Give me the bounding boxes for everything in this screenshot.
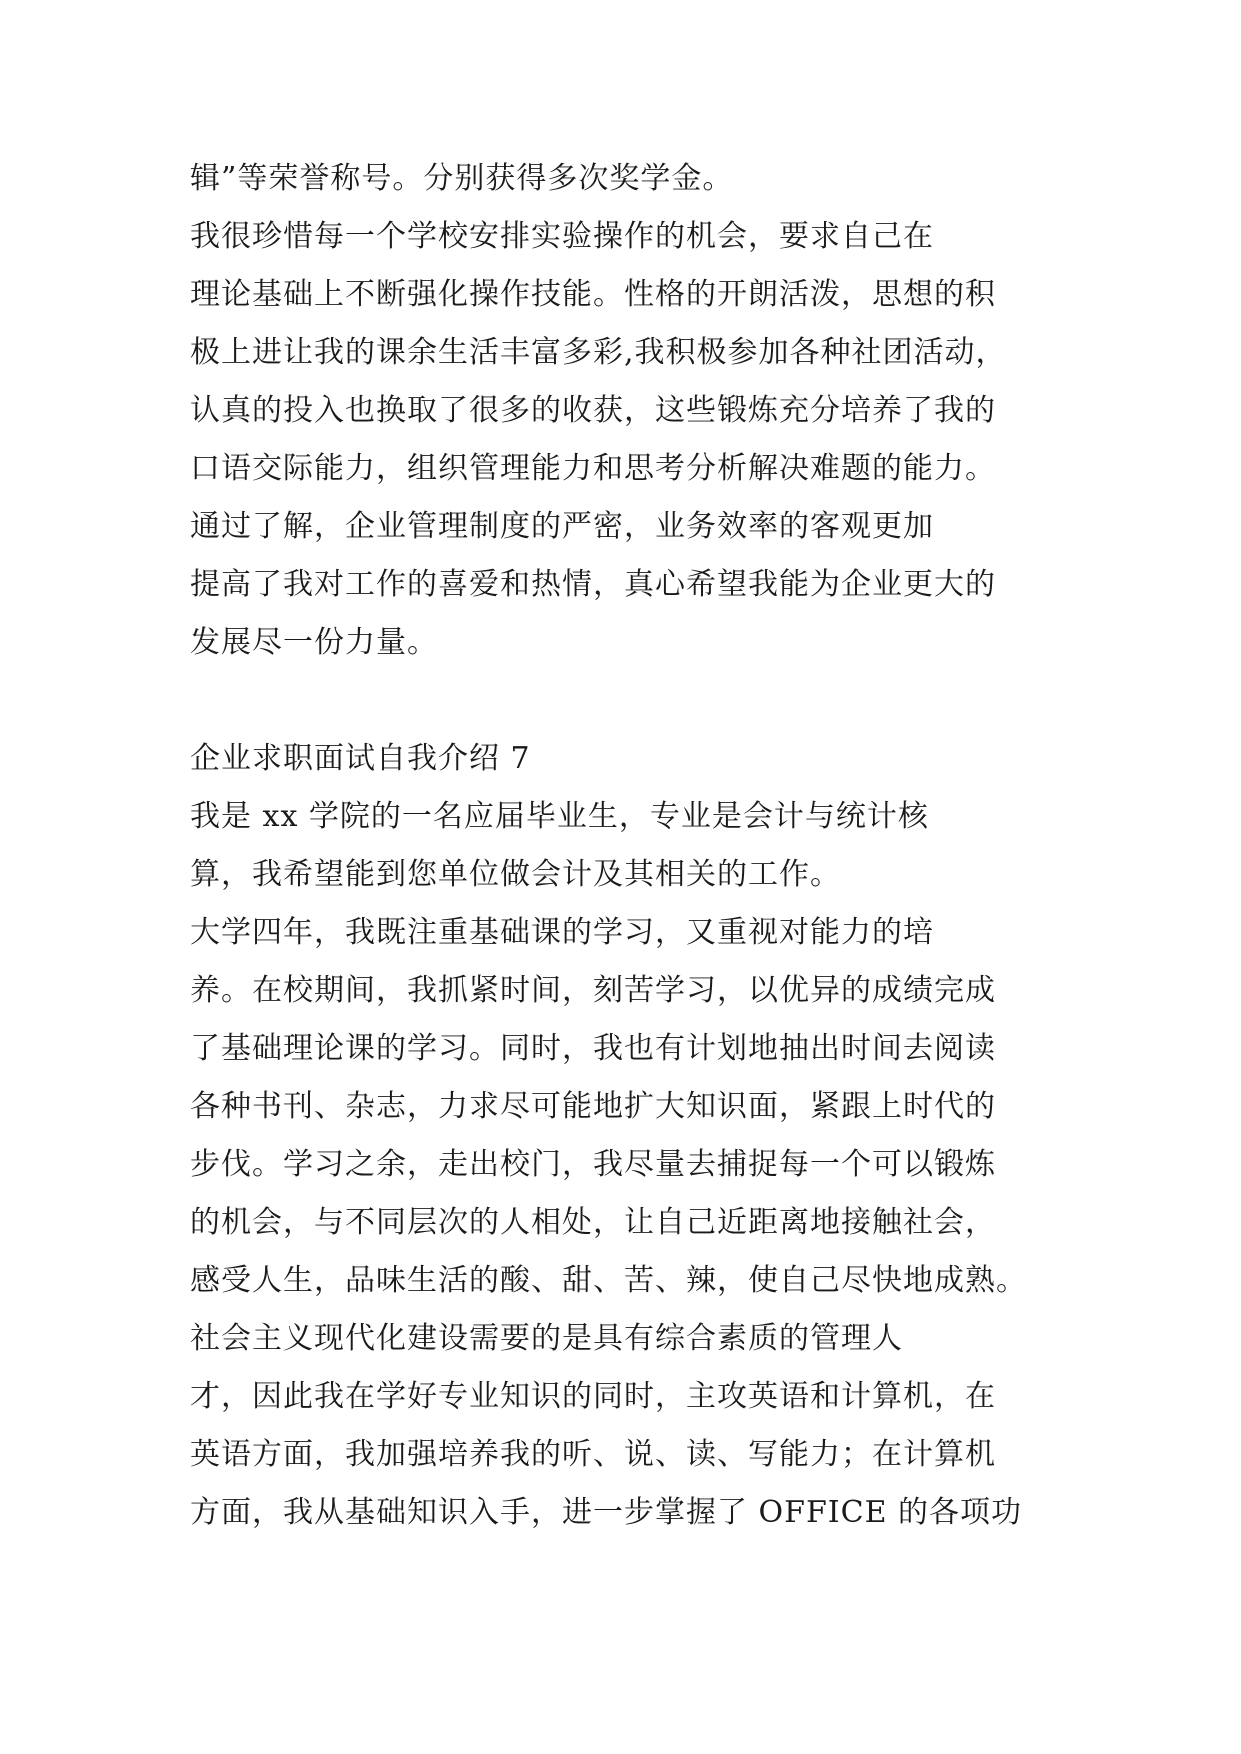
text-line: 我很珍惜每一个学校安排实验操作的机会，要求自己在 [190,219,934,254]
text-line: 方面，我从基础知识入手，进一步掌握了 OFFICE 的各项功 [190,1495,1023,1530]
text-line: 我是 xx 学院的一名应届毕业生，专业是会计与统计核 [190,799,929,834]
text-line: 提高了我对工作的喜爱和热情，真心希望我能为企业更大的 [190,567,996,602]
text-line: 理论基础上不断强化操作技能。性格的开朗活泼，思想的积 [190,277,996,312]
text-line: 养。在校期间，我抓紧时间，刻苦学习，以优异的成绩完成 [190,973,996,1008]
text-line: 算，我希望能到您单位做会计及其相关的工作。 [190,857,841,892]
text-line: 极上进让我的课余生活丰富多彩,我积极参加各种社团活动， [190,335,1007,370]
text-line: 社会主义现代化建设需要的是具有综合素质的管理人 [190,1321,903,1356]
text-line: 才，因此我在学好专业知识的同时，主攻英语和计算机，在 [190,1379,996,1414]
text-line: 发展尽一份力量。 [190,625,438,660]
text-line: 感受人生，品味生活的酸、甜、苦、辣，使自己尽快地成熟。 [190,1263,1027,1298]
section-body [190,788,1070,1542]
text-line: 辑”等荣誉称号。分别获得多次奖学金。 [190,161,734,196]
text-line: 认真的投入也换取了很多的收获，这些锻炼充分培养了我的 [190,393,996,428]
text-line: 步伐。学习之余，走出校门，我尽量去捕捉每一个可以锻炼 [190,1147,996,1182]
text-line: 的机会，与不同层次的人相处，让自己近距离地接触社会， [190,1205,996,1240]
text-line: 了基础理论课的学习。同时，我也有计划地抽出时间去阅读 [190,1031,996,1066]
text-line: 英语方面，我加强培养我的听、说、读、写能力；在计算机 [190,1437,996,1472]
text-line: 口语交际能力，组织管理能力和思考分析解决难题的能力。 [190,451,996,486]
text-line: 通过了解，企业管理制度的严密，业务效率的客观更加 [190,509,934,544]
text-line: 各种书刊、杂志，力求尽可能地扩大知识面，紧跟上时代的 [190,1089,996,1124]
section-gap [190,672,1070,730]
text-line: 大学四年，我既注重基础课的学习，又重视对能力的培 [190,915,934,950]
document-body [190,150,1070,1542]
section-heading: 企业求职面试自我介绍 7 [190,741,531,776]
